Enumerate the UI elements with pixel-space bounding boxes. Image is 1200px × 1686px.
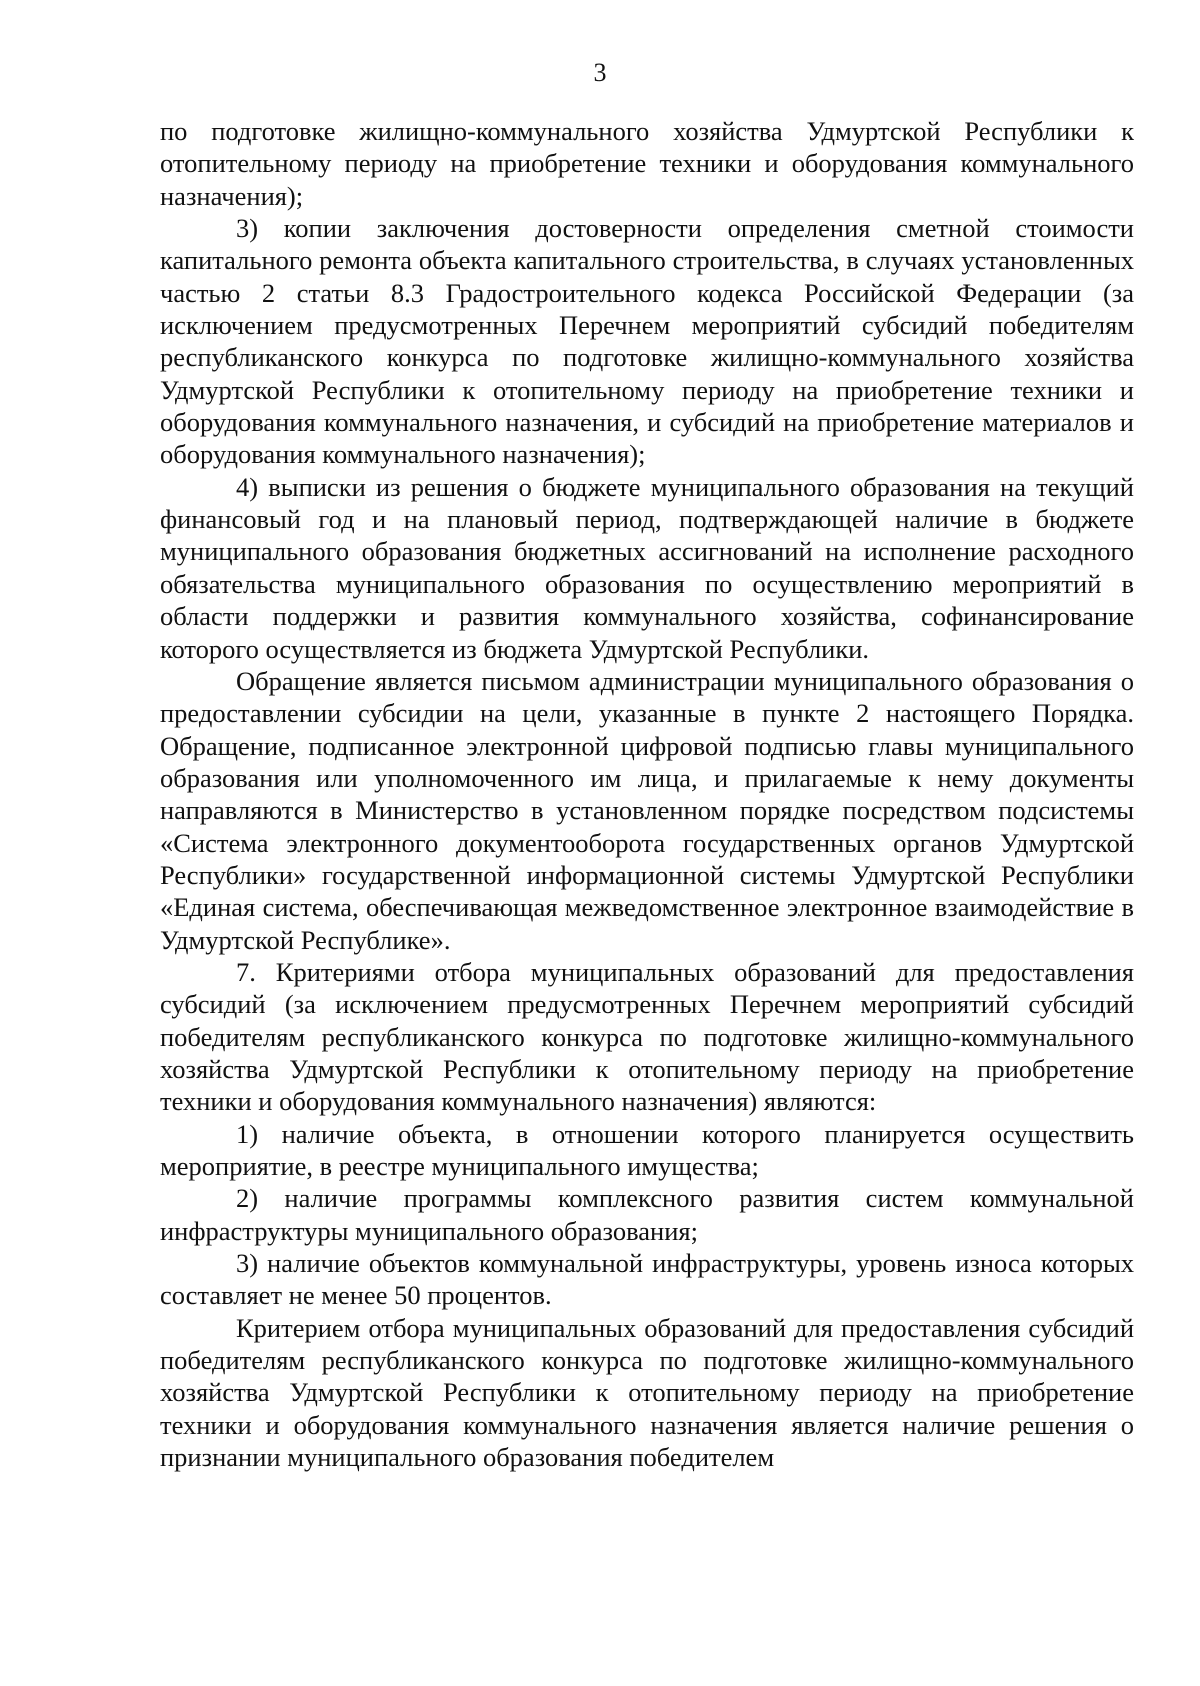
paragraph-criterion-1: 1) наличие объекта, в отношении которого планируется осуществить мероприятие, в реестре муниципального имущества; bbox=[160, 1118, 1134, 1181]
paragraph-criterion-2: 2) наличие программы комплексного развития систем коммунальной инфраструктуры муниципального образования; bbox=[160, 1183, 1134, 1246]
paragraph-criterion-3: 3) наличие объектов коммунальной инфраструктуры, уровень износа которых составляет не менее 50 процентов. bbox=[160, 1248, 1134, 1311]
document-body bbox=[160, 115, 1134, 1473]
paragraph-appeal: Обращение является письмом администрации муниципального образования о предоставлении субсидии на цели, указанные в пункте 2 настоящего Порядка. Обращение, подписанное электронной цифровой подписью главы муниципального образования или уполномоченного им лица, и прилагаемые к нему документы направляются в Министерство в установленном порядке посредством подсистемы «Система электронного документооборота государственных органов Удмуртской Республики» государственной информационной системы Удмуртской Республики «Единая система, обеспечивающая межведомственное электронное взаимодействие в Удмуртской Республике». bbox=[160, 665, 1134, 955]
paragraph-winner-criterion: Критерием отбора муниципальных образований для предоставления субсидий победителям республиканского конкурса по подготовке жилищно-коммунального хозяйства Удмуртской Республики к отопительному периоду на приобретение техники и оборудования коммунального назначения является наличие решения о признании муниципального образования победителем bbox=[160, 1312, 1134, 1473]
paragraph-section-7-criteria: 7. Критериями отбора муниципальных образований для предоставления субсидий (за исключением предусмотренных Перечнем мероприятий субсидий победителям республиканского конкурса по подготовке жилищно-коммунального хозяйства Удмуртской Республики к отопительному периоду на приобретение техники и оборудования коммунального назначения) являются: bbox=[160, 956, 1134, 1117]
page-number: 3 bbox=[593, 58, 607, 87]
paragraph-item-3-estimate-conclusion: 3) копии заключения достоверности определения сметной стоимости капитального ремонта объекта капитального строительства, в случаях установленных частью 2 статьи 8.3 Градостроительного кодекса Российской Федерации (за исключением предусмотренных Перечнем мероприятий субсидий победителям республиканского конкурса по подготовке жилищно-коммунального хозяйства Удмуртской Республики к отопительному периоду на приобретение техники и оборудования коммунального назначения, и субсидий на приобретение материалов и оборудования коммунального назначения); bbox=[160, 213, 1134, 470]
paragraph-continuation: по подготовке жилищно-коммунального хозяйства Удмуртской Республики к отопительному периоду на приобретение техники и оборудования коммунального назначения); bbox=[160, 116, 1134, 211]
paragraph-item-4-budget-extract: 4) выписки из решения о бюджете муниципального образования на текущий финансовый год и на плановый период, подтверждающей наличие в бюджете муниципального образования бюджетных ассигнований на исполнение расходного обязательства муниципального образования по осуществлению мероприятий в области поддержки и развития коммунального хозяйства, софинансирование которого осуществляется из бюджета Удмуртской Республики. bbox=[160, 471, 1134, 664]
